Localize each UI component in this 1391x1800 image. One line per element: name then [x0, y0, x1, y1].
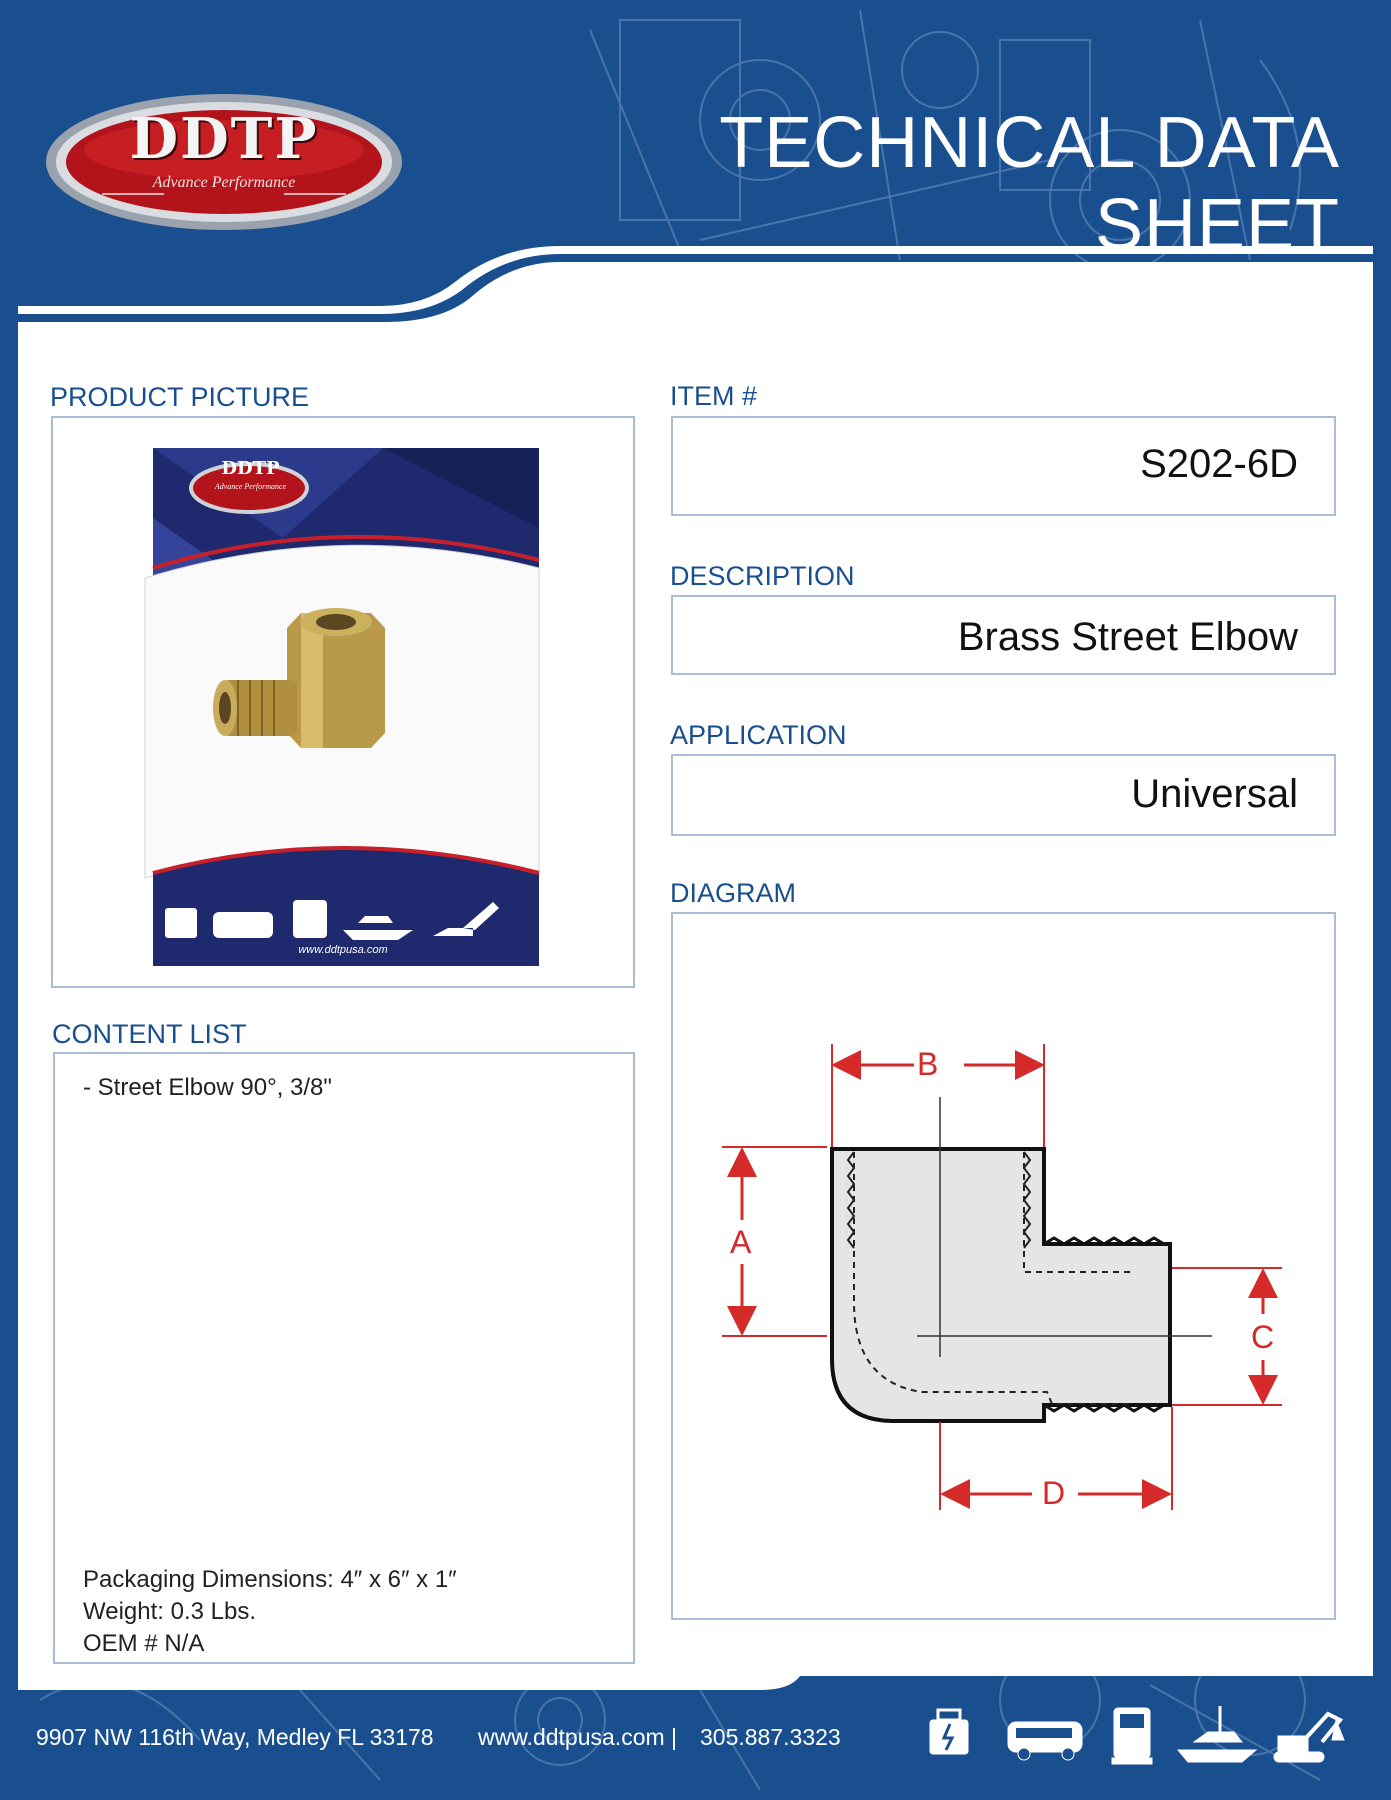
- footer-icons: [926, 1700, 1346, 1772]
- page-title: TECHNICAL DATA SHEET: [719, 103, 1340, 265]
- excavator-icon: [1274, 1714, 1344, 1762]
- package-url: www.ddtpusa.com: [298, 944, 388, 956]
- description-label: DESCRIPTION: [670, 561, 855, 591]
- package-logo-tagline: Advance Performance: [214, 482, 287, 491]
- diagram-label-d: D: [1042, 1475, 1066, 1511]
- packaging-dimensions: Packaging Dimensions: 4″ x 6″ x 1″: [83, 1566, 457, 1593]
- footer-phone[interactable]: 305.887.3323: [700, 1724, 841, 1750]
- yacht-icon: [1178, 1706, 1256, 1762]
- logo-text: DDTP: [129, 106, 319, 172]
- application-box: [671, 754, 1336, 836]
- footer-website[interactable]: www.ddtpusa.com |: [478, 1724, 678, 1750]
- item-number-value: S202-6D: [1140, 442, 1298, 486]
- application-value: Universal: [1131, 772, 1298, 816]
- item-number-label: ITEM #: [670, 381, 758, 411]
- description-box: [671, 595, 1336, 675]
- generator-icon: [930, 1710, 968, 1754]
- weight: Weight: 0.3 Lbs.: [83, 1598, 256, 1625]
- bus-icon: [1008, 1722, 1082, 1760]
- content-list-box: [53, 1052, 635, 1664]
- ddtp-logo: [44, 92, 404, 232]
- content-list-label: CONTENT LIST: [52, 1019, 247, 1049]
- product-package-image: [53, 418, 633, 986]
- description-value: Brass Street Elbow: [957, 615, 1298, 659]
- diagram-label-b: B: [917, 1046, 939, 1082]
- content-item: - Street Elbow 90°, 3/8": [83, 1074, 332, 1101]
- product-picture-label: PRODUCT PICTURE: [50, 382, 310, 412]
- logo-tagline: Advance Performance: [152, 174, 296, 191]
- application-label: APPLICATION: [670, 720, 847, 750]
- package-logo-text: DDTP: [221, 458, 280, 479]
- footer-address: 9907 NW 116th Way, Medley FL 33178: [36, 1724, 434, 1750]
- diagram-label-a: A: [730, 1224, 752, 1260]
- diagram-label: DIAGRAM: [670, 878, 797, 908]
- item-number-box: [671, 416, 1336, 516]
- product-picture-box: [51, 416, 635, 988]
- oem-number: OEM # N/A: [83, 1630, 205, 1657]
- truck-icon: [1112, 1708, 1152, 1764]
- diagram-label-c: C: [1251, 1319, 1275, 1355]
- elbow-diagram: [673, 914, 1334, 1618]
- diagram-box: [671, 912, 1336, 1620]
